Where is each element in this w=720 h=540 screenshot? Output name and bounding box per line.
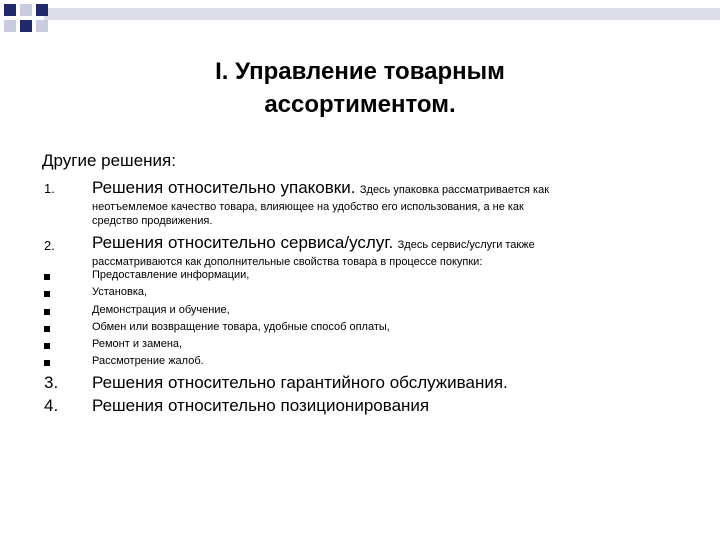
item-number-2: 2.	[44, 238, 55, 253]
bullet-square-icon	[44, 274, 50, 280]
item-number-3: 3.	[44, 373, 59, 392]
bullet-square-icon	[44, 360, 50, 366]
item-1-heading: Решения относительно упаковки.	[92, 178, 356, 197]
slide-title	[120, 55, 600, 121]
bullet-square-icon	[44, 343, 50, 349]
list-item: Рассмотрение жалоб.	[92, 355, 204, 367]
title-line-2: ассортиментом.	[264, 91, 456, 118]
item-1-note-inline: Здесь упаковка рассматривается как	[359, 184, 550, 196]
title-line-1: I. Управление товарным	[215, 58, 505, 85]
list-item: Предоставление информации,	[92, 269, 250, 281]
item-2-note-inline: Здесь сервис/услуги также	[397, 239, 535, 251]
item-3-text: Решения относительно гарантийного обслуживания.	[92, 373, 508, 392]
bullet-square-icon	[44, 326, 50, 332]
item-1	[92, 178, 549, 198]
intro-text: Другие решения:	[42, 151, 176, 170]
bullet-square-icon	[44, 309, 50, 315]
item-1-note-line: средство продвижения.	[92, 215, 213, 227]
list-item: Демонстрация и обучение,	[92, 304, 230, 316]
item-number-1: 1.	[44, 181, 55, 196]
list-item: Ремонт и замена,	[92, 338, 183, 350]
list-item: Обмен или возвращение товара, удобные способ оплаты,	[92, 321, 390, 333]
list-item: Установка,	[92, 286, 148, 298]
item-2	[92, 233, 535, 253]
bullet-square-icon	[44, 291, 50, 297]
item-number-4: 4.	[44, 396, 59, 415]
item-2-heading: Решения относительно сервиса/услуг.	[92, 233, 394, 252]
decorative-header-squares	[0, 0, 720, 40]
item-1-note-line: неотъемлемое качество товара, влияющее на удобство его использования, а не как	[92, 201, 524, 213]
item-2-note-line: рассматриваются как дополнительные свойства товара в процессе покупки:	[92, 256, 483, 268]
item-4-text: Решения относительно позиционирования	[92, 396, 430, 415]
